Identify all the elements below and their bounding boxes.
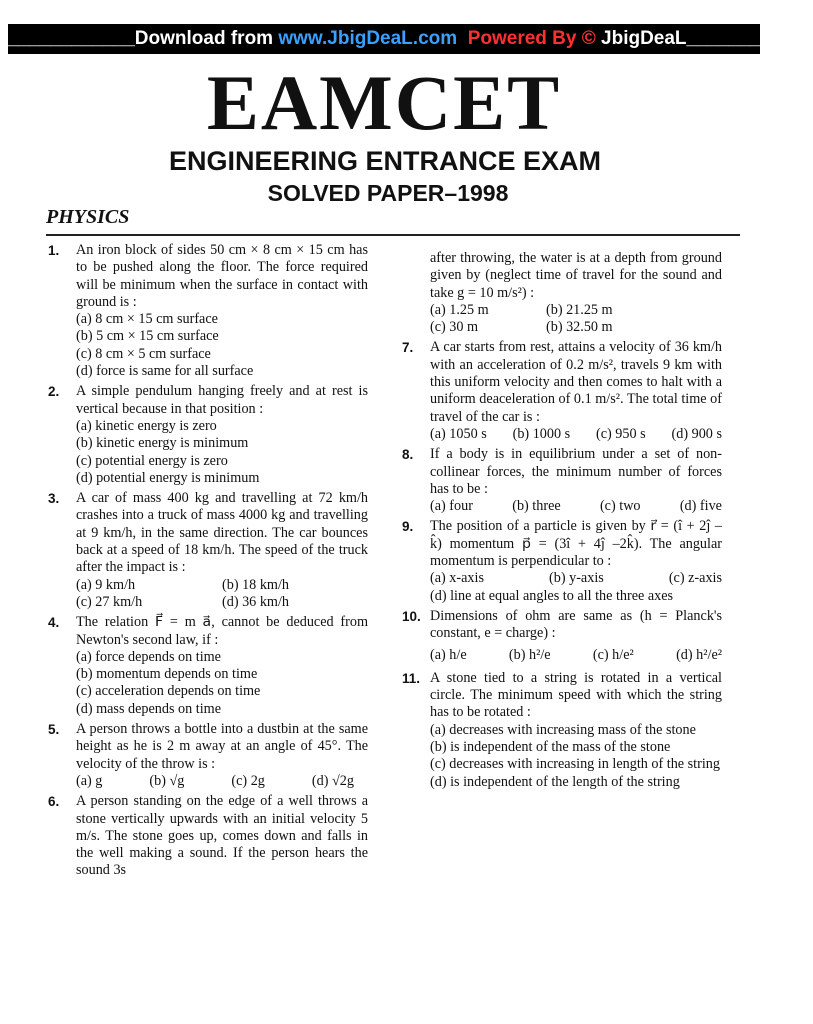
option-row bbox=[76, 577, 368, 594]
question-number: 9. bbox=[402, 519, 414, 535]
option: (c) 30 m bbox=[430, 319, 479, 336]
question-6 bbox=[48, 793, 368, 879]
question-stem: A car of mass 400 kg and travelling at 72 km/h crashes into a truck of mass 4000 kg and travelling at 9 km/h, in the same direction. The car bounces back at a speed of 18 km/h. The speed of the truck after the impact is : bbox=[76, 490, 368, 576]
question-number: 7. bbox=[402, 340, 414, 356]
option: (a) four bbox=[430, 498, 473, 515]
question-number: 8. bbox=[402, 447, 414, 463]
option: (d) potential energy is minimum bbox=[76, 469, 260, 486]
option: (a) x-axis bbox=[430, 570, 484, 587]
option-row bbox=[76, 594, 368, 611]
option: (b) y-axis bbox=[549, 570, 604, 587]
question-4 bbox=[48, 614, 368, 718]
left-column bbox=[48, 242, 368, 883]
option-row bbox=[430, 426, 722, 443]
option: (a) 8 cm × 15 cm surface bbox=[76, 311, 218, 328]
option: (c) 27 km/h bbox=[76, 593, 143, 610]
option: (a) force depends on time bbox=[76, 648, 221, 665]
option: (b) kinetic energy is minimum bbox=[76, 435, 249, 452]
question-8 bbox=[402, 446, 722, 515]
question-5 bbox=[48, 721, 368, 790]
option: (d) 900 s bbox=[671, 425, 722, 442]
option: (d) h²/e² bbox=[676, 646, 722, 663]
option: (c) 2g bbox=[231, 772, 265, 789]
option: (d) line at equal angles to all the three axes bbox=[430, 587, 674, 604]
right-column bbox=[402, 250, 722, 794]
question-number: 4. bbox=[48, 615, 60, 631]
option: (a) kinetic energy is zero bbox=[76, 417, 217, 434]
option: (b) √g bbox=[149, 772, 185, 789]
option: (a) 1050 s bbox=[430, 425, 487, 442]
option: (b) 18 km/h bbox=[222, 576, 289, 593]
question-stem: A simple pendulum hanging freely and at rest is vertical because in that position : bbox=[76, 383, 368, 417]
question-1 bbox=[48, 242, 368, 380]
option: (c) 8 cm × 5 cm surface bbox=[76, 345, 211, 362]
option: (c) z-axis bbox=[668, 570, 722, 587]
question-2 bbox=[48, 383, 368, 487]
question-stem: A person standing on the edge of a well throws a stone vertically upwards with an initial velocity 5 m/s. The stone goes up, comes down and falls in the well making a sound. If the person hears the sound 3s bbox=[76, 793, 368, 879]
question-number: 2. bbox=[48, 384, 60, 400]
question-number: 1. bbox=[48, 243, 60, 258]
option: (d) force is same for all surface bbox=[76, 363, 254, 380]
paper-label: SOLVED PAPER–1998 bbox=[267, 180, 509, 206]
option: (a) g bbox=[76, 772, 103, 789]
option: (d) mass depends on time bbox=[76, 700, 221, 717]
download-banner bbox=[8, 24, 813, 54]
section-divider bbox=[46, 234, 740, 236]
option: (d) √2g bbox=[311, 772, 354, 789]
question-9 bbox=[402, 518, 722, 604]
question-stem: The position of a particle is given by r⃗ = (î + 2ĵ – k̂) momentum p⃗ = (3î + 4ĵ –2k̂). The angular momentum is perpendicular to : bbox=[430, 518, 722, 570]
option: (a) 9 km/h bbox=[76, 576, 136, 593]
question-stem: A car starts from rest, attains a velocity of 36 km/h with an acceleration of 0.2 m/s², travels 9 km with this uniform velocity and then comes to halt with a uniform deaceleration of 0.1 m/s². The total time of travel of the car is : bbox=[430, 339, 722, 425]
question-number: 11. bbox=[402, 670, 421, 686]
option: (b) three bbox=[512, 498, 561, 515]
option-row bbox=[430, 319, 722, 336]
option: (c) decreases with increasing in length of the string bbox=[430, 756, 720, 773]
option: (b) 5 cm × 15 cm surface bbox=[76, 328, 219, 345]
option: (b) 32.50 m bbox=[546, 319, 613, 336]
option: (d) 36 km/h bbox=[222, 593, 289, 610]
option-row bbox=[430, 570, 722, 587]
question-number: 5. bbox=[48, 722, 60, 738]
option: (c) 950 s bbox=[596, 425, 646, 442]
question-stem-continued: after throwing, the water is at a depth from ground given by (neglect time of travel for the sound and take g = 10 m/s²) : bbox=[430, 250, 722, 301]
option: (b) is independent of the mass of the stone bbox=[430, 739, 671, 756]
option-row bbox=[430, 647, 722, 664]
option: (d) five bbox=[679, 498, 722, 515]
option-row bbox=[430, 302, 722, 319]
question-number: 3. bbox=[48, 491, 60, 507]
question-stem: A stone tied to a string is rotated in a vertical circle. The minimum speed with which the string has to be rotated : bbox=[430, 669, 722, 721]
option-row bbox=[430, 498, 722, 515]
question-7 bbox=[402, 339, 722, 443]
question-stem: An iron block of sides 50 cm × 8 cm × 15 cm has to be pushed along the floor. The force required will be minimum when the surface in contact with ground is : bbox=[76, 242, 368, 310]
section-heading: PHYSICS bbox=[46, 206, 130, 228]
option: (b) 1000 s bbox=[512, 425, 571, 442]
question-10 bbox=[402, 608, 722, 664]
question-stem: The relation F⃗ = m a⃗, cannot be deduced from Newton's second law, if : bbox=[76, 614, 368, 648]
option: (c) acceleration depends on time bbox=[76, 683, 261, 700]
option: (c) two bbox=[599, 498, 641, 515]
question-stem: If a body is in equilibrium under a set of non-collinear forces, the minimum number of forces has to be : bbox=[430, 446, 722, 497]
page-title: EAMCET bbox=[206, 59, 562, 146]
option: (b) 21.25 m bbox=[546, 301, 613, 318]
option: (a) decreases with increasing mass of the stone bbox=[430, 721, 696, 738]
option: (a) 1.25 m bbox=[430, 301, 489, 318]
banner-brand: JbigDeaL____________ bbox=[601, 28, 813, 49]
banner-site-link[interactable]: www.JbigDeaL.com bbox=[278, 28, 458, 49]
option: (b) h²/e bbox=[508, 646, 551, 663]
option: (c) potential energy is zero bbox=[76, 452, 228, 469]
option: (a) h/e bbox=[430, 646, 467, 663]
question-number: 10. bbox=[402, 608, 421, 624]
question-6-continued bbox=[402, 250, 722, 336]
question-stem: Dimensions of ohm are same as (h = Planck's constant, e = charge) : bbox=[430, 607, 722, 642]
question-3 bbox=[48, 490, 368, 611]
question-number: 6. bbox=[48, 794, 60, 810]
exam-subtitle: ENGINEERING ENTRANCE EXAM bbox=[168, 146, 602, 176]
option: (c) h/e² bbox=[592, 646, 634, 663]
option: (b) momentum depends on time bbox=[76, 666, 258, 683]
option-row bbox=[76, 773, 368, 790]
banner-prefix: ____________Download from bbox=[8, 28, 279, 49]
banner-powered: Powered By © bbox=[457, 28, 602, 49]
question-stem: A person throws a bottle into a dustbin at the same height as he is 2 m away at an angle of 45°. The velocity of the throw is : bbox=[76, 721, 368, 772]
question-11 bbox=[402, 670, 722, 791]
option: (d) is independent of the length of the string bbox=[430, 773, 680, 790]
